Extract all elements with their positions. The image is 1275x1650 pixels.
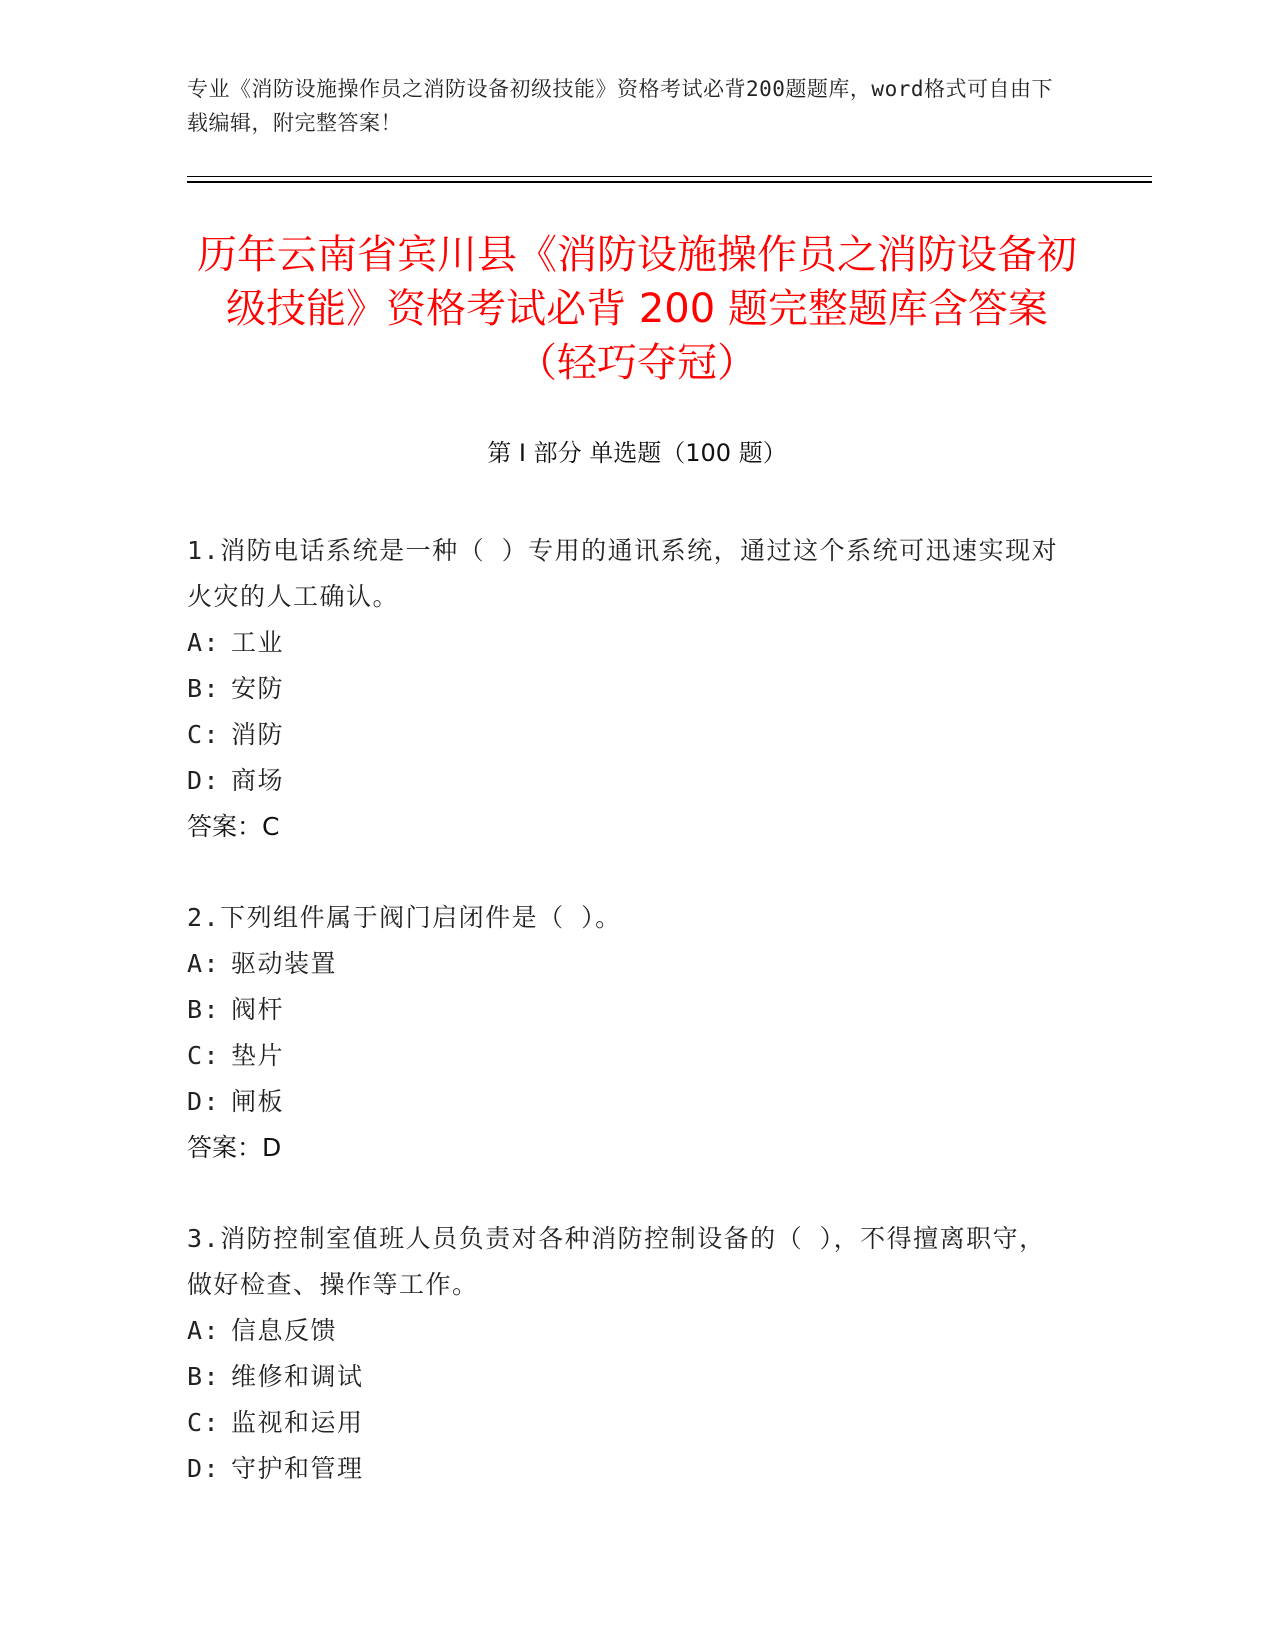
option-a [187, 941, 1067, 987]
option-key: A: [187, 628, 221, 657]
option-key: A: [187, 949, 221, 978]
option-key: B: [187, 674, 221, 703]
option-d [187, 1446, 1067, 1492]
option-key: D: [187, 766, 221, 795]
document-title: 历年云南省宾川县《消防设施操作员之消防设备初级技能》资格考试必背 200 题完整题库含答案（轻巧夺冠） [197, 232, 1077, 386]
option-key: D: [187, 1087, 221, 1116]
question-stem: 3.消防控制室值班人员负责对各种消防控制设备的（ ），不得擅离职守，做好检查、操作等工作。 [187, 1224, 1046, 1299]
option-text: 守护和管理 [231, 1454, 364, 1483]
option-text: 监视和运用 [231, 1408, 364, 1437]
option-text: 阀杆 [231, 995, 285, 1024]
question-list [187, 528, 1067, 1537]
option-key: D: [187, 1454, 221, 1483]
option-key: C: [187, 720, 221, 749]
option-text: 维修和调试 [231, 1362, 364, 1391]
header-note: 专业《消防设施操作员之消防设备初级技能》资格考试必背200题题库，word格式可自由下载编辑，附完整答案！ [187, 77, 1053, 135]
option-c [187, 1400, 1067, 1446]
option-a [187, 1308, 1067, 1354]
option-c [187, 712, 1067, 758]
option-text: 安防 [231, 674, 285, 703]
option-text: 闸板 [231, 1087, 285, 1116]
answer: 答案：C [187, 812, 280, 841]
option-key: B: [187, 995, 221, 1024]
option-text: 垫片 [231, 1041, 285, 1070]
answer: 答案：D [187, 1133, 282, 1162]
option-key: C: [187, 1408, 221, 1437]
question-2 [187, 895, 1067, 1171]
header-rule-thick [187, 181, 1152, 183]
option-key: B: [187, 1362, 221, 1391]
option-key: A: [187, 1316, 221, 1345]
option-text: 工业 [231, 628, 285, 657]
question-stem: 1.消防电话系统是一种（ ）专用的通讯系统，通过这个系统可迅速实现对火灾的人工确认。 [187, 536, 1059, 611]
question-stem: 2.下列组件属于阀门启闭件是（ ）。 [187, 903, 622, 932]
option-b [187, 987, 1067, 1033]
option-a [187, 620, 1067, 666]
option-b [187, 666, 1067, 712]
section-title: 第 I 部分 单选题（100 题） [487, 439, 787, 467]
option-c [187, 1033, 1067, 1079]
option-key: C: [187, 1041, 221, 1070]
option-text: 驱动装置 [231, 949, 338, 978]
option-d [187, 758, 1067, 804]
option-text: 消防 [231, 720, 285, 749]
option-text: 信息反馈 [231, 1316, 338, 1345]
option-b [187, 1354, 1067, 1400]
option-d [187, 1079, 1067, 1125]
option-text: 商场 [231, 766, 285, 795]
header-rule-thin [187, 176, 1152, 177]
question-1 [187, 528, 1067, 850]
question-3 [187, 1216, 1067, 1492]
